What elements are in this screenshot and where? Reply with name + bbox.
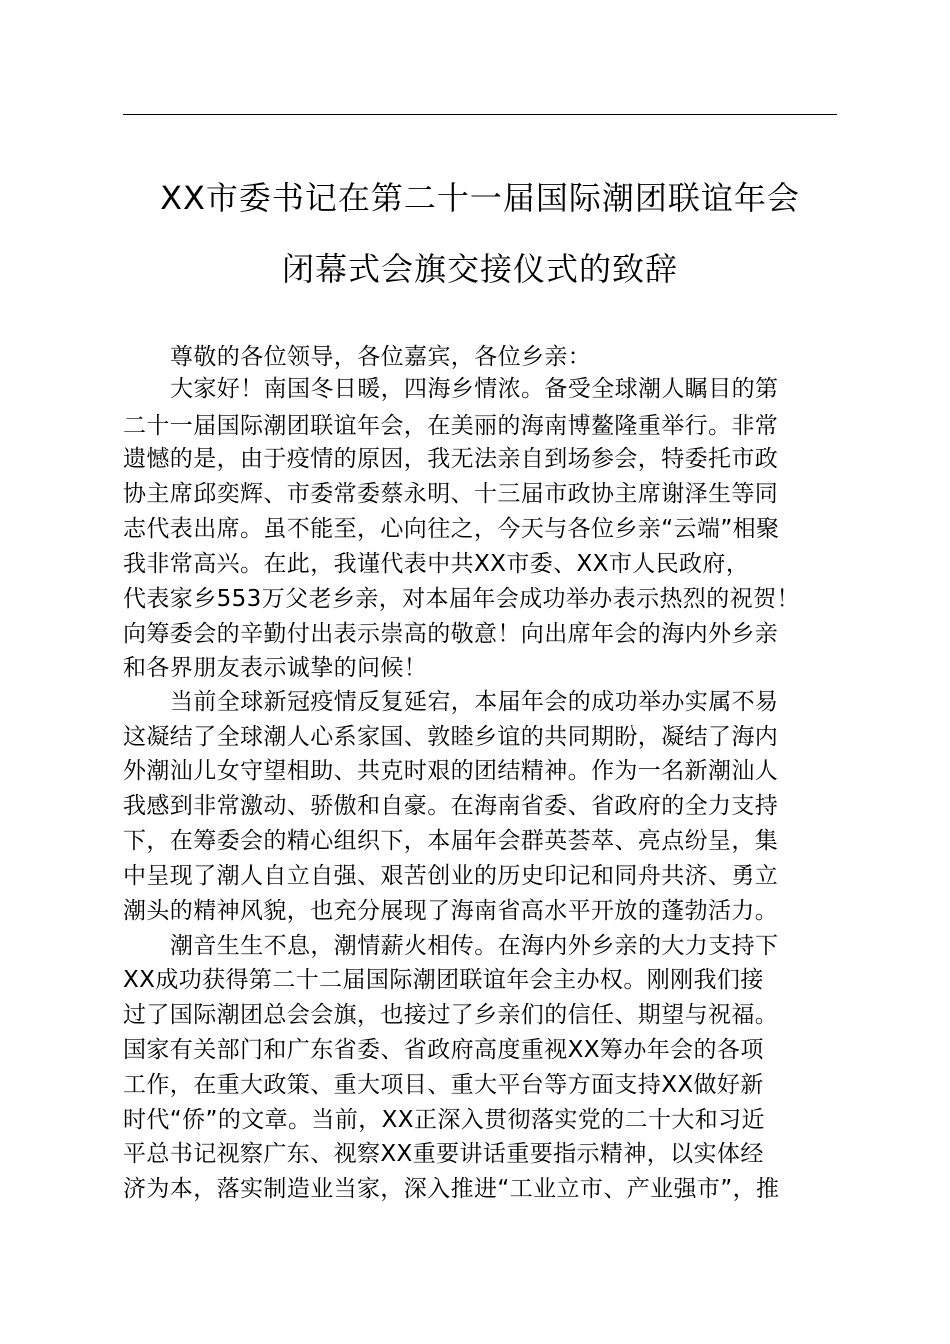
body-line: 当前全球新冠疫情反复延宕，本届年会的成功举办实属不易 (170, 689, 779, 715)
header-rule (123, 114, 837, 115)
body-line: 时代“侨”的文章。当前，XX正深入贯彻落实党的二十大和习近 (123, 1107, 765, 1133)
body-line: 代表家乡553万父老乡亲，对本届年会成功举办表示热烈的祝贺！ (123, 586, 800, 612)
body-line: 这凝结了全球潮人心系家国、敦睦乡谊的共同期盼，凝结了海内 (123, 724, 779, 750)
document-title-line-1: XX市委书记在第二十一届国际潮团联谊年会 (160, 179, 800, 217)
body-line: 过了国际潮团总会会旗，也接过了乡亲们的信任、期望与祝福。 (123, 1002, 779, 1028)
body-line: 潮头的精神风貌，也充分展现了海南省高水平开放的蓬勃活力。 (123, 898, 779, 924)
body-line: 协主席邱奕辉、市委常委蔡永明、十三届市政协主席谢泽生等同 (123, 481, 779, 507)
body-line: 外潮汕儿女守望相助、共克时艰的团结精神。作为一名新潮汕人 (123, 758, 779, 784)
body-line: 我感到非常激动、骄傲和自豪。在海南省委、省政府的全力支持 (123, 793, 779, 819)
body-line: 二十一届国际潮团联谊年会，在美丽的海南博鳌隆重举行。非常 (123, 413, 779, 439)
body-line: 国家有关部门和广东省委、省政府高度重视XX筹办年会的各项 (123, 1037, 764, 1063)
body-line: 下，在筹委会的精心组织下，本届年会群英荟萃、亮点纷呈，集 (123, 828, 779, 854)
body-line: 和各界朋友表示诚挚的问候！ (123, 655, 428, 681)
body-line: XX成功获得第二十二届国际潮团联谊年会主办权。刚刚我们接 (123, 967, 764, 993)
body-line: 向筹委会的辛勤付出表示崇高的敬意！向出席年会的海内外乡亲 (123, 621, 779, 647)
body-line: 尊敬的各位领导，各位嘉宾，各位乡亲： (170, 344, 592, 370)
body-line: 潮音生生不息，潮情薪火相传。在海内外乡亲的大力支持下 (170, 933, 779, 959)
body-line: 平总书记视察广东、视察XX重要讲话重要指示精神，以实体经 (123, 1141, 764, 1167)
body-line: 大家好！南国冬日暖，四海乡情浓。备受全球潮人瞩目的第 (170, 376, 779, 402)
document-title-line-2: 闭幕式会旗交接仪式的致辞 (281, 250, 678, 288)
body-line: 遗憾的是，由于疫情的原因，我无法亲自到场参会，特委托市政 (123, 446, 779, 472)
body-line: 济为本，落实制造业当家，深入推进“工业立市、产业强市”，推 (123, 1176, 780, 1202)
body-line: 我非常高兴。在此，我谨代表中共XX市委、XX市人民政府， (123, 551, 750, 577)
body-line: 志代表出席。虽不能至，心向往之，今天与各位乡亲“云端”相聚 (123, 516, 780, 542)
body-line: 中呈现了潮人自立自强、艰苦创业的历史印记和同舟共济、勇立 (123, 863, 779, 889)
body-line: 工作，在重大政策、重大项目、重大平台等方面支持XX做好新 (123, 1072, 764, 1098)
